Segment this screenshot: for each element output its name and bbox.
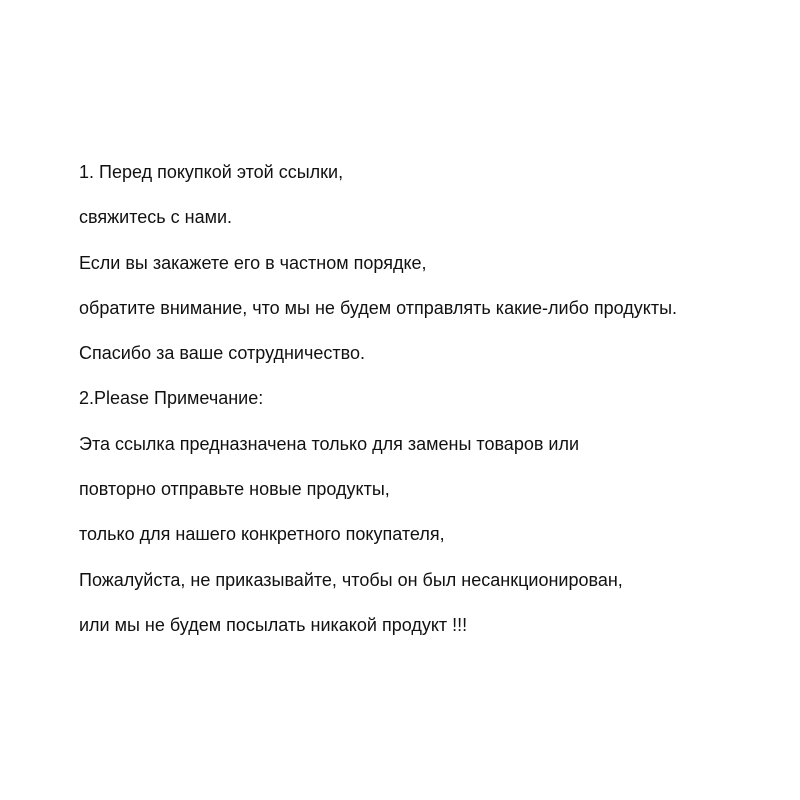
notice-line: только для нашего конкретного покупателя, — [79, 524, 445, 545]
notice-line: повторно отправьте новые продукты, — [79, 479, 390, 500]
notice-line: Спасибо за ваше сотрудничество. — [79, 343, 365, 364]
notice-text-block — [79, 150, 779, 648]
notice-line: или мы не будем посылать никакой продукт !!! — [79, 614, 468, 635]
notice-line: Эта ссылка предназначена только для замены товаров или — [79, 433, 580, 454]
notice-line: Пожалуйста, не приказывайте, чтобы он был несанкционирован, — [79, 569, 623, 590]
notice-line: 2.Please Примечание: — [79, 388, 264, 409]
notice-line: свяжитесь с нами. — [79, 207, 233, 228]
notice-line: обратите внимание, что мы не будем отправлять какие-либо продукты. — [79, 297, 678, 318]
notice-line: Если вы закажете его в частном порядке, — [79, 252, 427, 273]
notice-line: 1. Перед покупкой этой ссылки, — [79, 162, 344, 182]
